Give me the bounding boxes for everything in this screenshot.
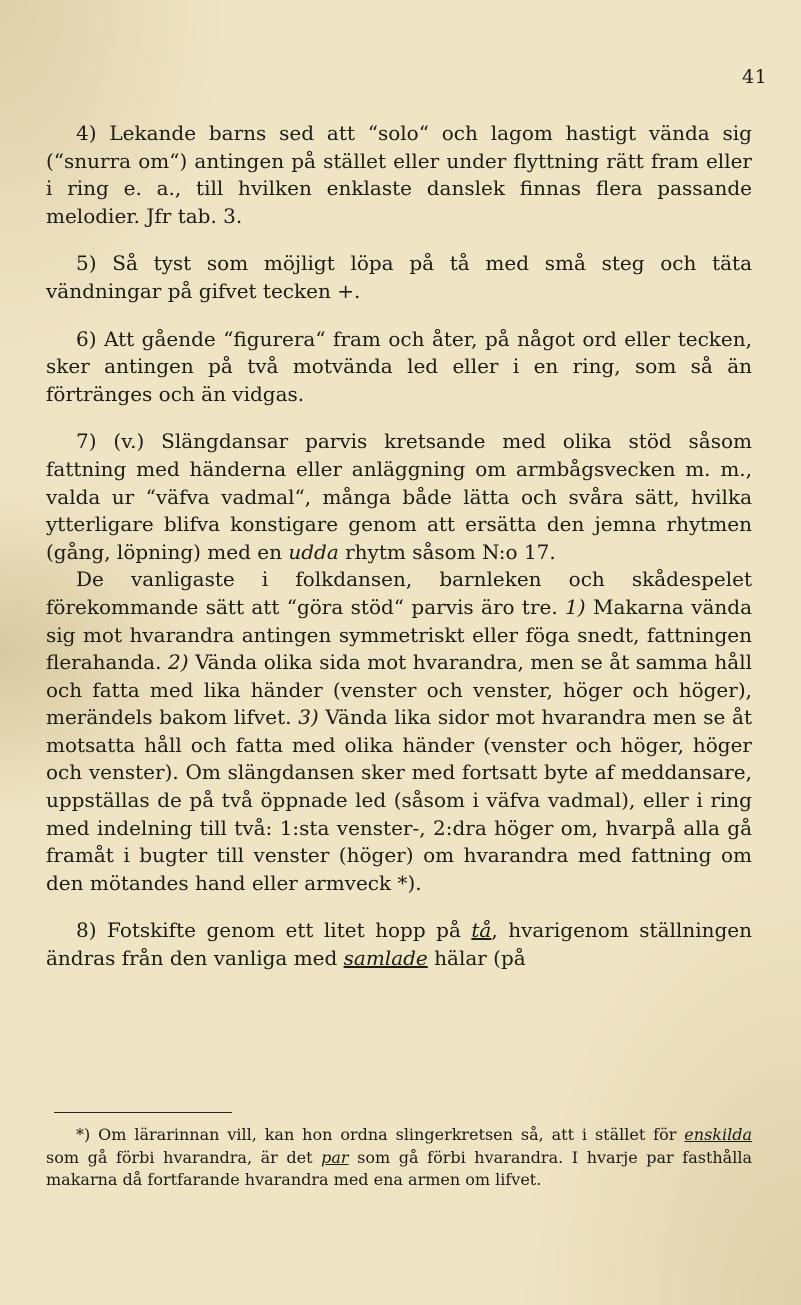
paragraph-7-italic: udda [288,539,339,564]
paragraph-8-italic-samlade: samlade [343,946,428,971]
support-number-3: 3) [298,705,319,730]
paragraph-4: 4) Lekande barns sed att “solo“ och lagom hastigt vända sig (“snurra om“) antingen på stället eller under flyttning rätt fram eller i ring e. a., till hvilken enklaste danslek finnas flera passande melodier. Jfr tab. 3. [46,121,752,228]
support-number-2: 2) [167,650,189,675]
footnote-text-3: som gå förbi hvarandra. I hvarje par fasthålla makarna då fortfarande hvarandra med ena armen om lifvet. [46,1147,752,1189]
paragraph-5: 5) Så tyst som möjligt löpa på tå med små steg och täta vändningar på gifvet tecken +. [46,251,752,303]
footnote [46,1124,752,1192]
footnote-text-2: som gå förbi hvarandra, är det [46,1147,322,1167]
support-intro: De vanligaste i folkdansen, barnleken och skådespelet förekommande sätt att “göra stöd“ parvis äro tre. [46,567,752,619]
footnote-italic-enskilda: enskilda [684,1125,752,1144]
support-text-3: Vända lika sidor mot hvarandra men se åt motsatta håll och fatta med olika händer (venster och höger, höger och venster). Om slängdansen sker med fortsatt byte af meddansare, uppställas de på två öppnade led (såsom i väfva vadmal), eller i ring med indelning till två: 1:sta venster-, 2:dra höger om, hvarpå alla gå framåt i bugter till venster (höger) om hvarandra med fattning om den mötandes hand eller armveck *). [46,705,752,895]
footnote-divider [54,1112,232,1113]
support-text-1: Makarna vända sig mot hvarandra antingen symmetriskt eller föga snedt, fattningen flerahanda. [46,594,752,675]
paragraph-support-types [46,566,752,897]
paragraph-6: 6) Att gående “figurera“ fram och åter, på något ord eller tecken, sker antingen på två motvända led eller i en ring, som så än förtränges och än vidgas. [46,326,752,406]
support-number-1: 1) [565,594,586,619]
paragraph-8-text-2: , hvarigenom ställningen ändras från den vanliga med [46,918,752,971]
page-number: 41 [742,66,768,88]
support-text-2: Vända olika sida mot hvarandra, men se åt samma håll och fatta med lika händer (venster och venster, höger och höger), merändels bakom lifvet. [46,650,752,730]
paragraph-8-text: 8) Fotskifte genom ett litet hopp på [76,918,472,943]
footnote-text-1: *) Om lärarinnan vill, kan hon ordna slingerkretsen så, att i stället för [76,1125,685,1144]
footnote-italic-par: par [321,1147,349,1167]
paragraph-7-end: rhytm såsom N:o 17. [338,539,556,564]
paragraph-8-text-3: hälar (på [427,946,526,971]
paragraph-7 [46,428,752,566]
paragraph-8-italic-ta: tå [471,918,492,943]
paragraph-7-text: 7) (v.) Slängdansar parvis kretsande med olika stöd såsom fattning med händerna eller anläggning om armbågsvecken m. m., valda ur “väfva vadmal“, många både lätta och svåra sätt, hvilka ytterligare blifva konstigare genom att ersätta den jemna rhytmen (gång, löpning) med en [46,429,752,564]
body-text [46,120,752,973]
paragraph-8 [46,917,752,972]
